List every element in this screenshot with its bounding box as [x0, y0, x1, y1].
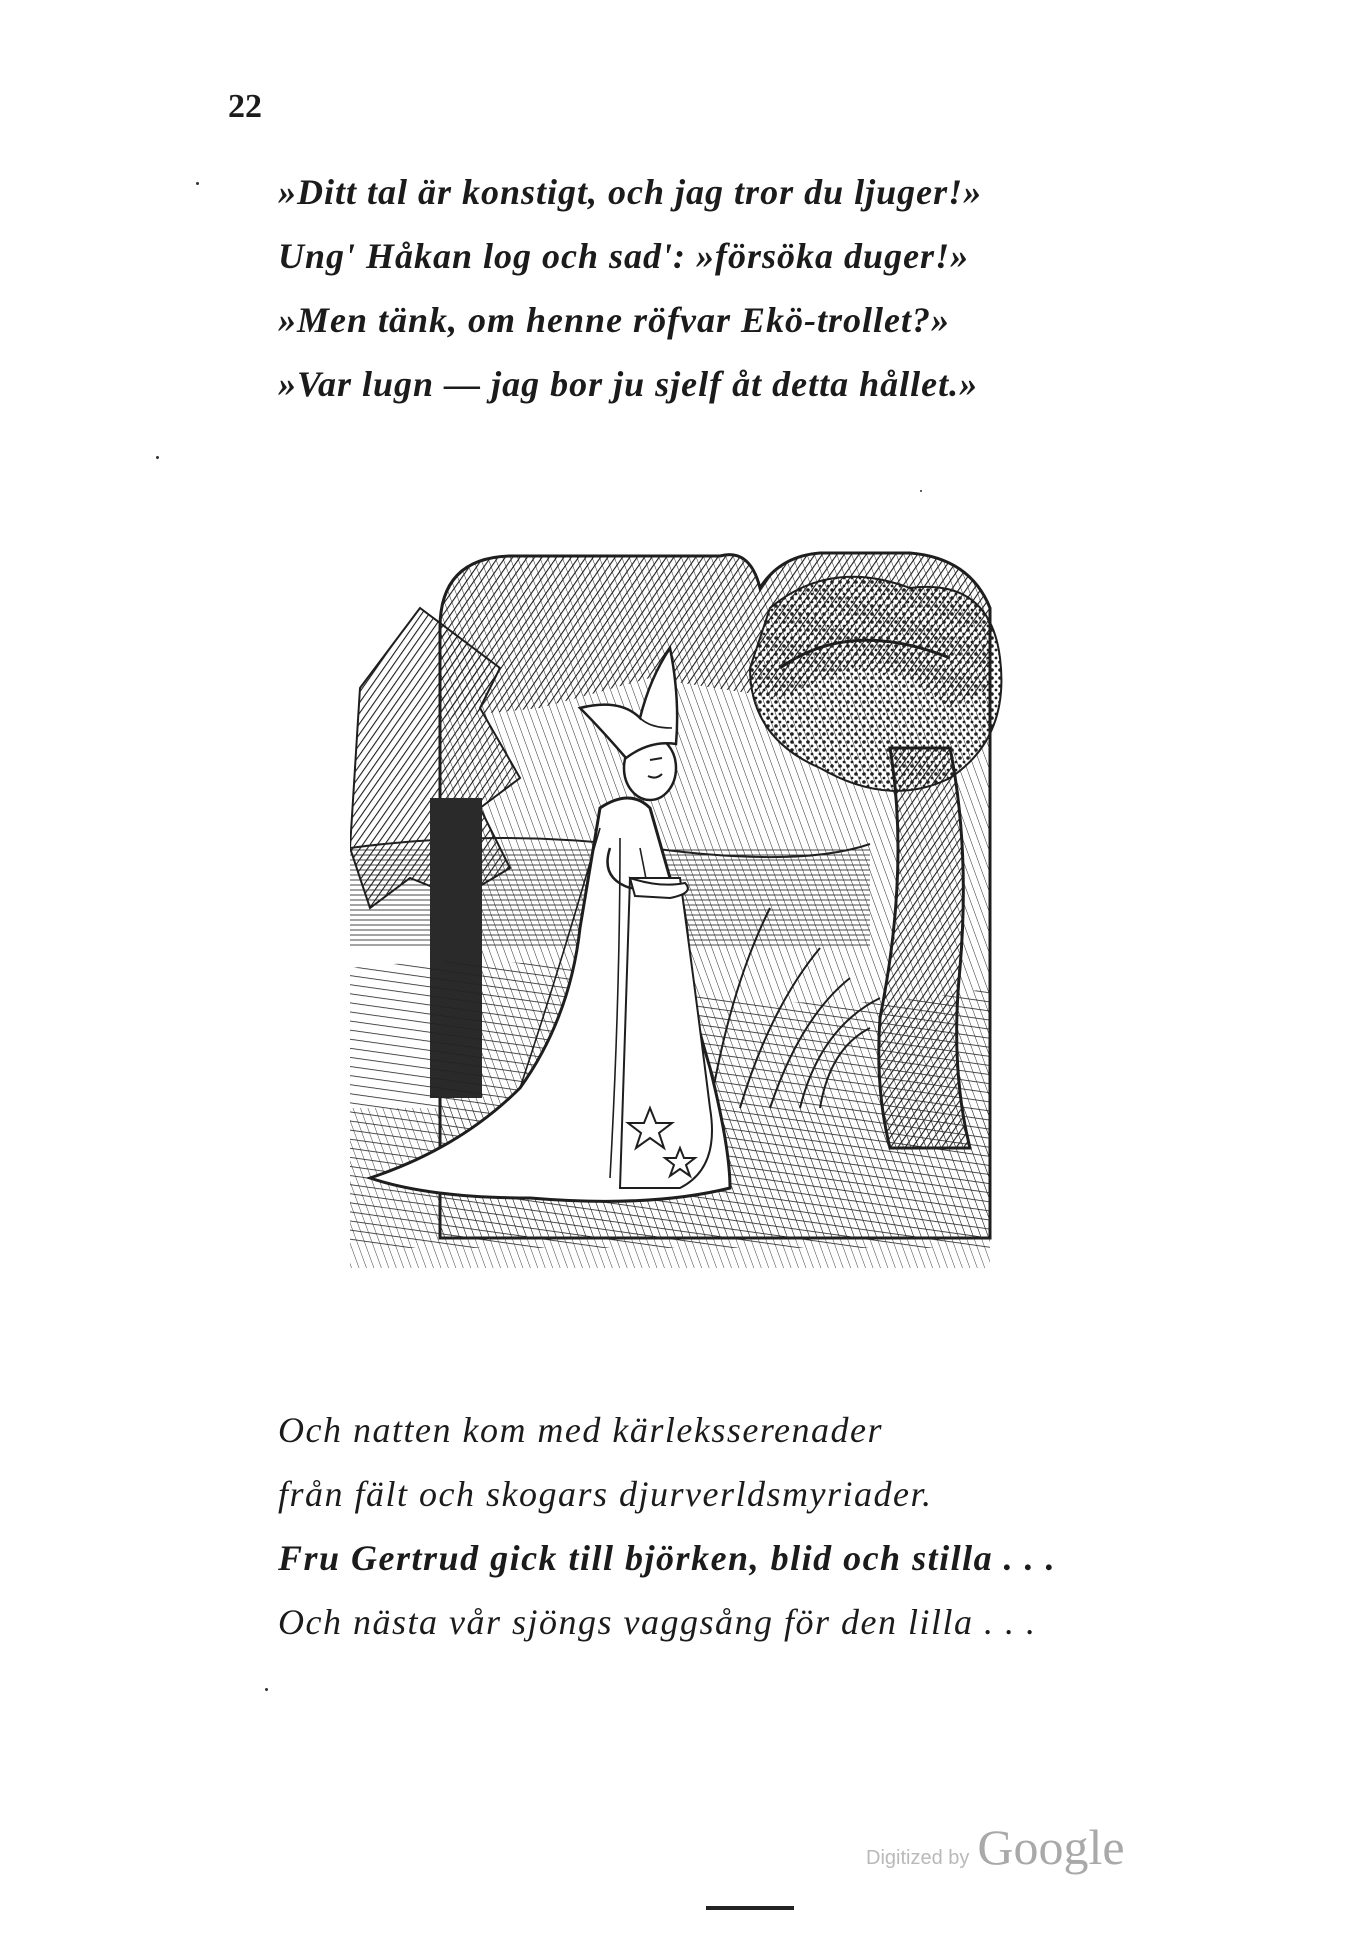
- verse-line: »Var lugn — jag bor ju sjelf åt detta hållet.»: [278, 364, 979, 404]
- verse-line: »Men tänk, om henne röfvar Ekö-trollet?»: [278, 300, 951, 340]
- ink-speck: [920, 490, 922, 492]
- google-logo: Google: [977, 1819, 1125, 1875]
- verse-line: Och natten kom med kärleksserenader: [278, 1410, 883, 1450]
- stanza-top: [278, 160, 982, 416]
- verse-line: Ung' Håkan log och sad': »försöka duger!»: [278, 236, 970, 276]
- woodcut-illustration: [350, 548, 1070, 1268]
- verse-line: »Ditt tal är konstigt, och jag tror du ljuger!»: [278, 172, 983, 212]
- digitized-watermark: [866, 1818, 1125, 1876]
- stanza-bottom: [278, 1398, 1056, 1654]
- page-edge-mark: [706, 1906, 794, 1910]
- verse-line: Fru Gertrud gick till björken, blid och stilla . . .: [278, 1538, 1057, 1578]
- ink-speck: [265, 1688, 268, 1691]
- verse-line: från fält och skogars djurverldsmyriader.: [278, 1474, 933, 1514]
- ink-speck: [196, 182, 199, 185]
- ink-speck: [156, 456, 159, 459]
- watermark-prefix: Digitized by: [866, 1847, 970, 1869]
- page-number: 22: [228, 88, 262, 125]
- woman-in-forest-engraving: [350, 548, 1070, 1268]
- verse-line: Och nästa vår sjöngs vaggsång för den lilla . . .: [278, 1602, 1037, 1642]
